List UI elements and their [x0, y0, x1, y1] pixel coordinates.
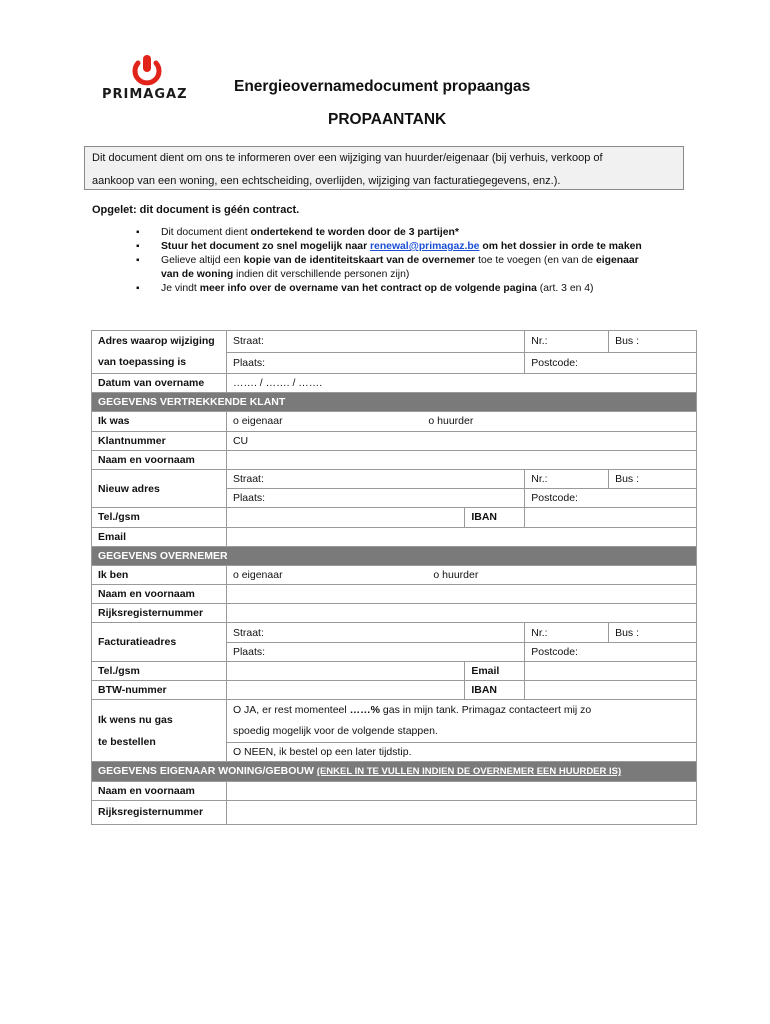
postcode-field[interactable]: Postcode:	[525, 489, 697, 508]
name-field[interactable]	[226, 585, 696, 604]
email-field[interactable]	[226, 527, 696, 546]
bus-field[interactable]: Bus :	[609, 331, 697, 353]
intro-line-1: Dit document dient om ons te informeren over een wijziging van huurder/eigenaar (bij verhuis, verkoop of	[92, 152, 603, 164]
option-tenant[interactable]: o huurder	[428, 415, 474, 428]
iban-label: IBAN	[465, 681, 525, 700]
postcode-field[interactable]: Postcode:	[525, 352, 697, 374]
email-link[interactable]: renewal@primagaz.be	[370, 241, 480, 252]
section-leaving-customer: GEGEVENS VERTREKKENDE KLANT	[92, 393, 697, 412]
intro-line-2: aankoop van een woning, een echtscheiding, overlijden, wijziging van facturatiegegevens, enz.).	[92, 175, 561, 187]
city-field[interactable]: Plaats:	[226, 489, 524, 508]
city-field[interactable]: Plaats:	[226, 352, 524, 374]
instruction-list	[136, 226, 656, 296]
order-no-option[interactable]: O NEEN, ik bestel op een later tijdstip.	[226, 743, 696, 762]
billing-address-label: Facturatieadres	[92, 623, 227, 661]
name-label: Naam en voornaam	[92, 450, 227, 469]
vat-number-label: BTW-nummer	[92, 681, 227, 700]
section-property-owner: GEGEVENS EIGENAAR WONING/GEBOUW (ENKEL IN TE VULLEN INDIEN DE OVERNEMER EEN HUURDER IS)	[92, 762, 697, 781]
list-item: ▪ Gelieve altijd een kopie van de identiteitskaart van de overnemer toe te voegen (en van de eigenaar van de woning indien dit verschillende personen zijn)	[136, 254, 656, 282]
option-owner[interactable]: o eigenaar	[232, 568, 283, 581]
document-title: Energieovernamedocument propaangas	[234, 78, 531, 95]
brand-name: PRIMAGAZ	[102, 87, 188, 102]
number-field[interactable]: Nr.:	[525, 331, 609, 353]
street-field[interactable]: Straat:	[226, 469, 524, 488]
number-field[interactable]: Nr.:	[525, 623, 609, 642]
address-change-label: Adres waarop wijziging van toepassing is	[92, 331, 227, 374]
national-number-field[interactable]	[226, 800, 696, 824]
document-subtitle: PROPAANTANK	[328, 111, 447, 128]
phone-field[interactable]	[226, 508, 464, 527]
order-yes-option[interactable]: O JA, er rest momenteel ……% gas in mijn tank. Primagaz contacteert mij zo spoedig mogelijk voor de volgende stappen.	[226, 700, 696, 743]
name-label: Naam en voornaam	[92, 781, 227, 800]
city-field[interactable]: Plaats:	[226, 642, 524, 661]
phone-field[interactable]	[226, 661, 464, 680]
iban-label: IBAN	[465, 508, 525, 527]
name-label: Naam en voornaam	[92, 585, 227, 604]
new-address-label: Nieuw adres	[92, 469, 227, 507]
intro-box	[84, 146, 684, 190]
power-flame-icon	[135, 55, 159, 83]
customer-number-field[interactable]: CU	[226, 431, 696, 450]
warning-text: Opgelet: dit document is géén contract.	[92, 204, 300, 216]
option-tenant[interactable]: o huurder	[433, 568, 479, 581]
list-item: ▪ Stuur het document zo snel mogelijk naar renewal@primagaz.be om het dossier in orde te maken	[136, 240, 656, 254]
street-field[interactable]: Straat:	[226, 331, 524, 353]
transfer-date-field[interactable]: ……. / ……. / …….	[226, 374, 696, 393]
transfer-form	[91, 330, 697, 825]
iban-field[interactable]	[525, 681, 697, 700]
phone-label: Tel./gsm	[92, 508, 227, 527]
customer-number-label: Klantnummer	[92, 431, 227, 450]
name-field[interactable]	[226, 450, 696, 469]
option-owner[interactable]: o eigenaar	[232, 415, 283, 428]
bus-field[interactable]: Bus :	[609, 469, 697, 488]
order-gas-label: Ik wens nu gas te bestellen	[92, 700, 227, 762]
list-item: ▪ Je vindt meer info over de overname van het contract op de volgende pagina (art. 3 en 4)	[136, 282, 656, 296]
street-field[interactable]: Straat:	[226, 623, 524, 642]
am-label: Ik ben	[92, 565, 227, 584]
vat-number-field[interactable]	[226, 681, 464, 700]
transfer-date-label: Datum van overname	[92, 374, 227, 393]
name-field[interactable]	[226, 781, 696, 800]
iban-field[interactable]	[525, 508, 697, 527]
list-item: ▪ Dit document dient ondertekend te worden door de 3 partijen*	[136, 226, 656, 240]
was-options	[226, 412, 696, 431]
phone-label: Tel./gsm	[92, 661, 227, 680]
national-number-field[interactable]	[226, 604, 696, 623]
email-field[interactable]	[525, 661, 697, 680]
email-label: Email	[465, 661, 525, 680]
bus-field[interactable]: Bus :	[609, 623, 697, 642]
was-label: Ik was	[92, 412, 227, 431]
postcode-field[interactable]: Postcode:	[525, 642, 697, 661]
national-number-label: Rijksregisternummer	[92, 604, 227, 623]
national-number-label: Rijksregisternummer	[92, 800, 227, 824]
number-field[interactable]: Nr.:	[525, 469, 609, 488]
section-new-customer: GEGEVENS OVERNEMER	[92, 546, 697, 565]
am-options	[226, 565, 696, 584]
email-label: Email	[92, 527, 227, 546]
